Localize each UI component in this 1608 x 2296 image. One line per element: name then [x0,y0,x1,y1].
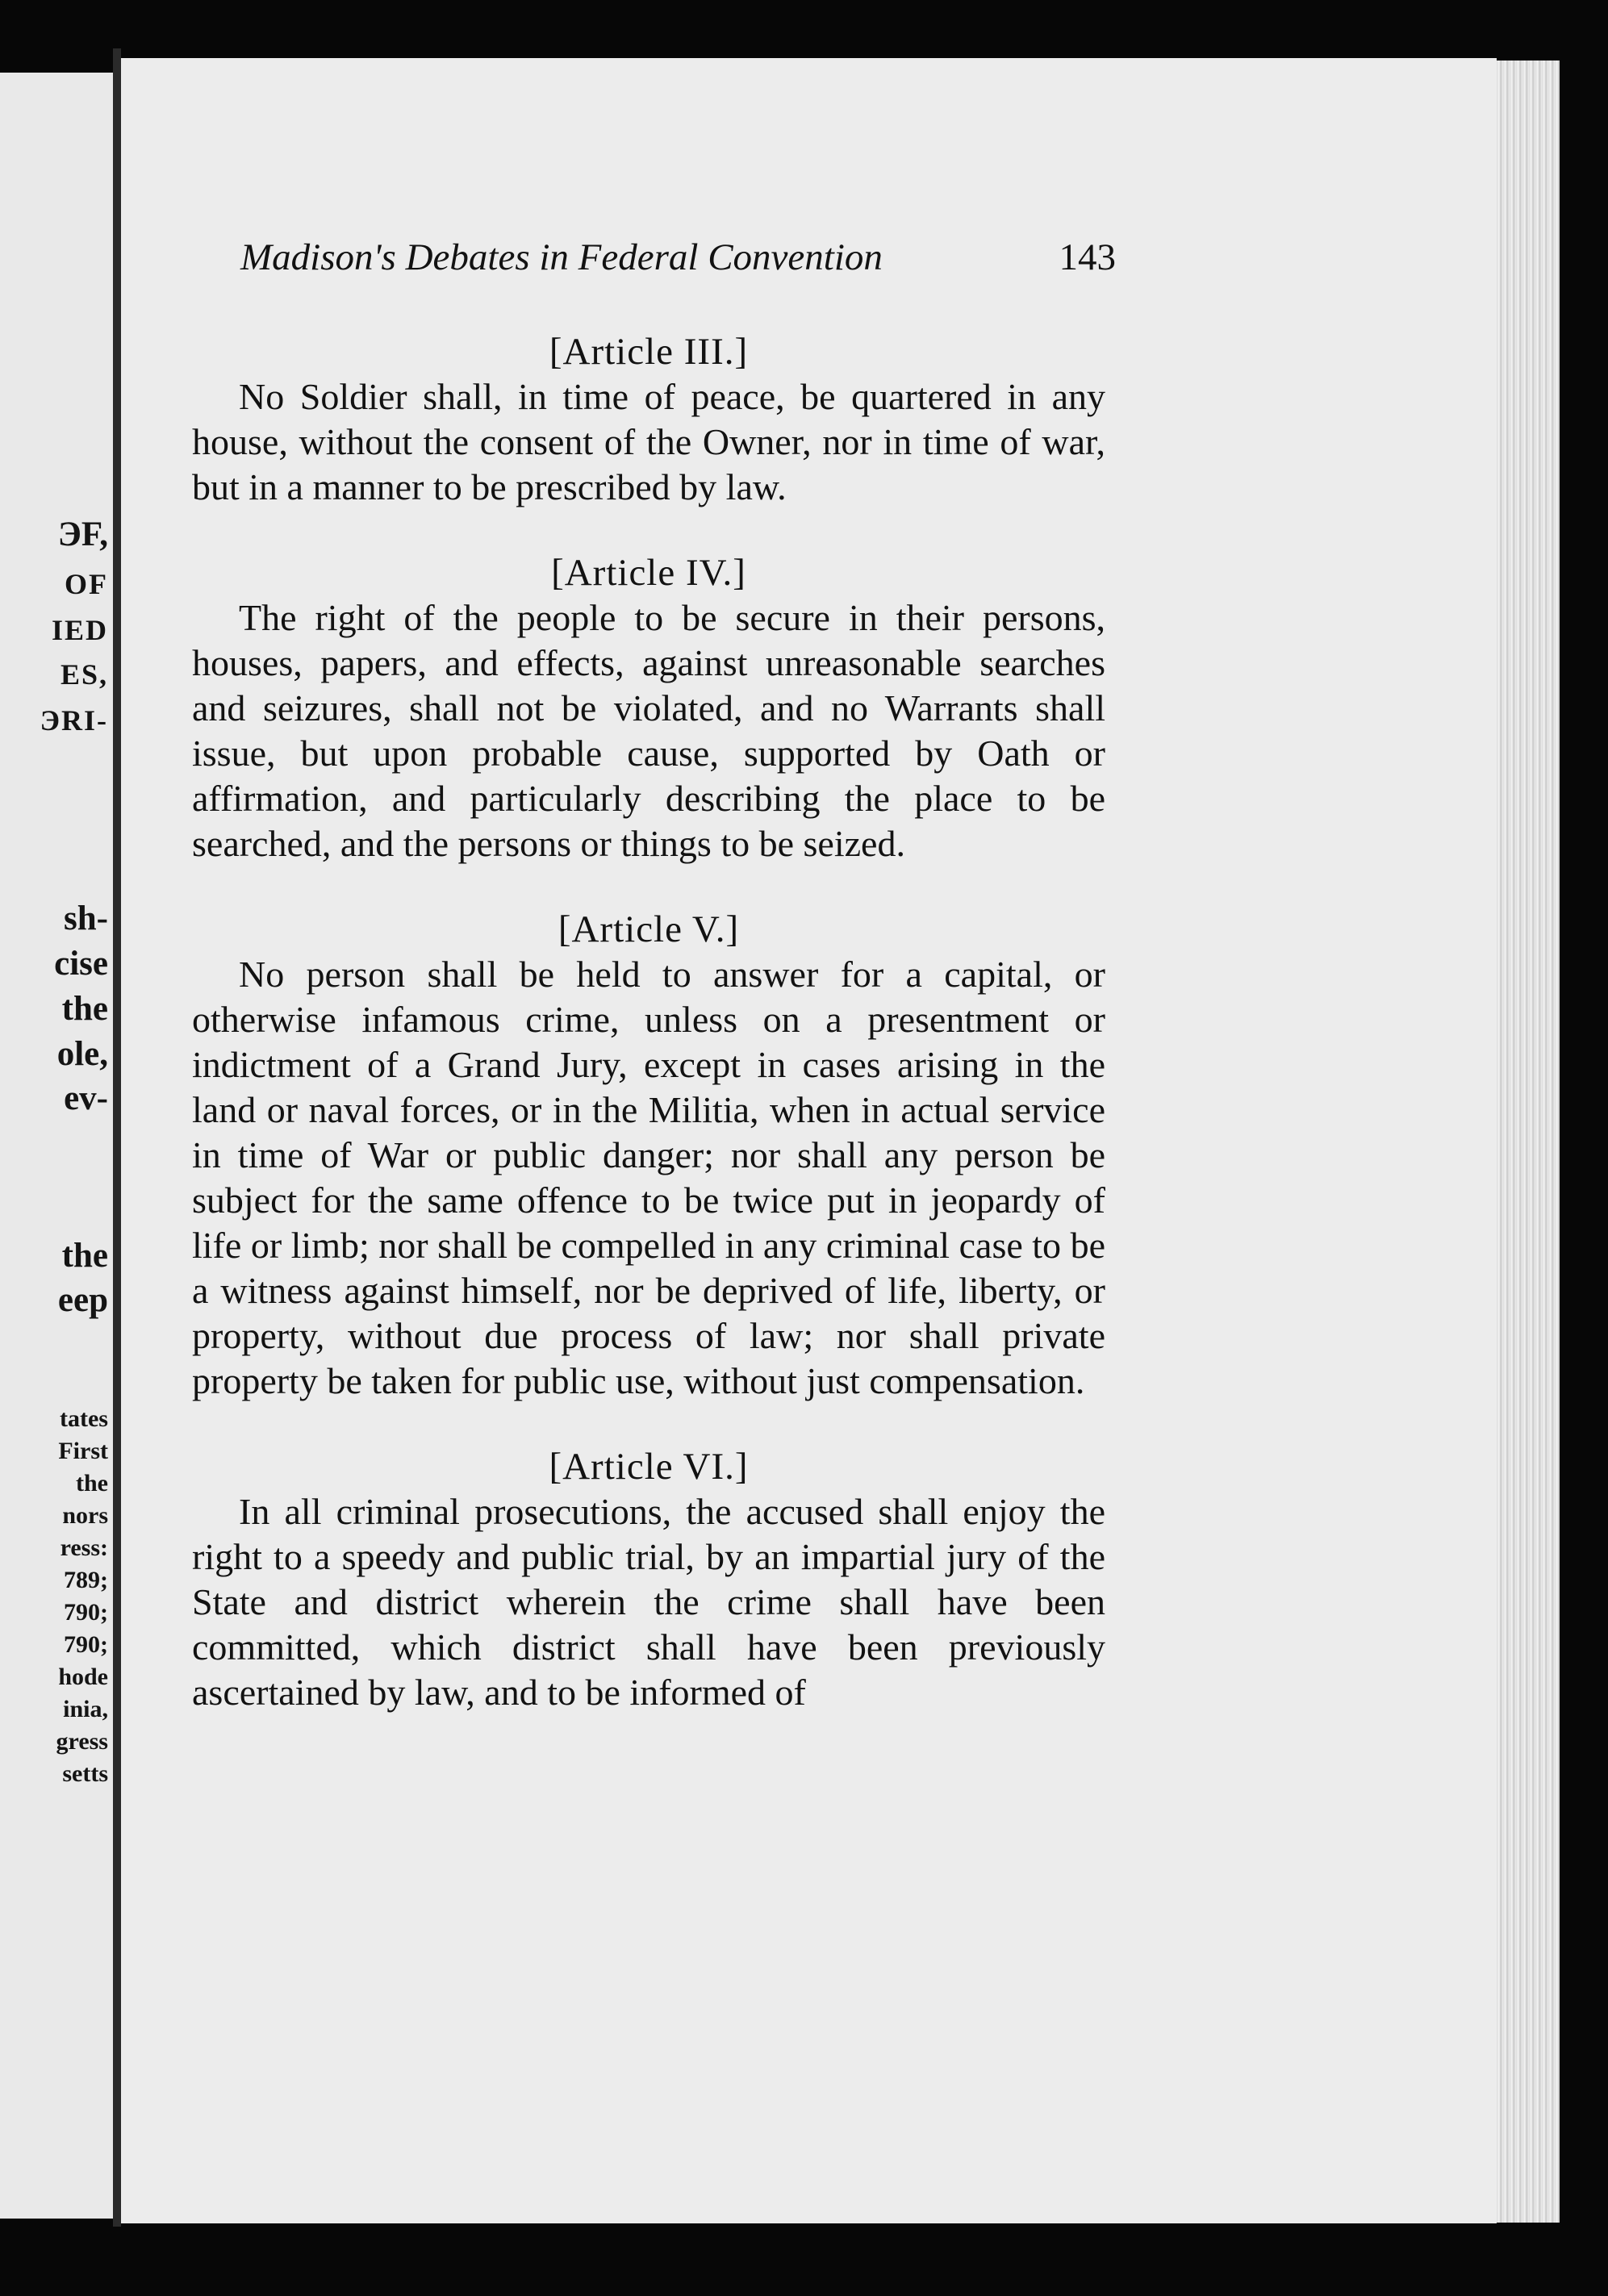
facing-page-fragment: 789; [64,1567,108,1593]
page-body [192,329,1105,1715]
facing-page-fragment: hode [58,1664,108,1690]
article-section [192,329,1105,510]
running-head-title: Madison's Debates in Federal Convention [240,236,883,278]
facing-page-fragment: 790; [64,1599,108,1626]
article-paragraph: No Soldier shall, in time of peace, be quartered in any house, without the consent of the Owner, nor in time of war, but in a manner to be prescribed by law. [192,376,1105,507]
facing-page-fragment: 790; [64,1631,108,1658]
facing-page-fragment: cise [54,945,108,983]
facing-page-fragment: nors [62,1502,108,1529]
article-heading: [Article III.] [549,331,749,373]
article-paragraph: The right of the people to be secure in their persons, houses, papers, and effects, against unreasonable searches and seizures, shall not be violated, and no Warrants shall issue, but upon probable cause, supported by Oath or affirmation, and particularly describing the place to be searched, and the persons or things to be seized. [192,597,1105,864]
facing-page-fragment: sh- [64,900,108,937]
facing-page-fragment: eep [57,1281,108,1319]
article-heading: [Article IV.] [551,552,746,594]
facing-page [0,73,113,2219]
facing-page-fragment: IED [51,614,108,646]
facing-page-fragment: ES, [60,658,108,691]
facing-page-fragment: setts [62,1760,108,1787]
facing-page-fragment: gress [56,1728,108,1755]
book-gutter [113,48,121,2227]
facing-page-fragment: ev- [64,1079,108,1117]
article-section [192,1444,1105,1715]
facing-page-fragment: the [76,1470,108,1497]
article-paragraph: In all criminal prosecutions, the accused shall enjoy the right to a speedy and public trial, by an impartial jury of the State and district wherein the crime shall have been committed, which district shall have been previously ascertained by law, and to be informed of [192,1491,1105,1713]
facing-page-fragment: First [58,1438,108,1464]
facing-page-fragment: inia, [63,1696,108,1722]
article-section [192,550,1105,866]
facing-page-fragment: ЭF, [57,516,108,553]
facing-page-fragment: OF [65,568,108,600]
article-paragraph: No person shall be held to answer for a capital, or otherwise infamous crime, unless on a presentment or indictment of a Grand Jury, except in cases arising in the land or naval forces, or in the Militia, when in actual service in time of War or public danger; nor shall any person be subject for the same offence to be twice put in jeopardy of life or limb; nor shall be compelled in any criminal case to be a witness against himself, nor be deprived of life, liberty, or property, without due process of law; nor shall private property be taken for public use, without just compensation. [192,954,1105,1401]
facing-page-fragment: tates [60,1405,108,1432]
facing-page-fragment: ress: [60,1534,108,1561]
page-number: 143 [1059,236,1116,278]
page-edges [1497,61,1560,2223]
article-section [192,907,1105,1404]
article-heading: [Article VI.] [549,1446,749,1488]
facing-page-fragment: the [61,990,108,1028]
facing-page-fragment: ЭRI- [40,704,108,737]
facing-page-fragment: ole, [56,1035,108,1073]
facing-page-fragment: the [61,1237,108,1275]
article-heading: [Article V.] [558,908,740,950]
